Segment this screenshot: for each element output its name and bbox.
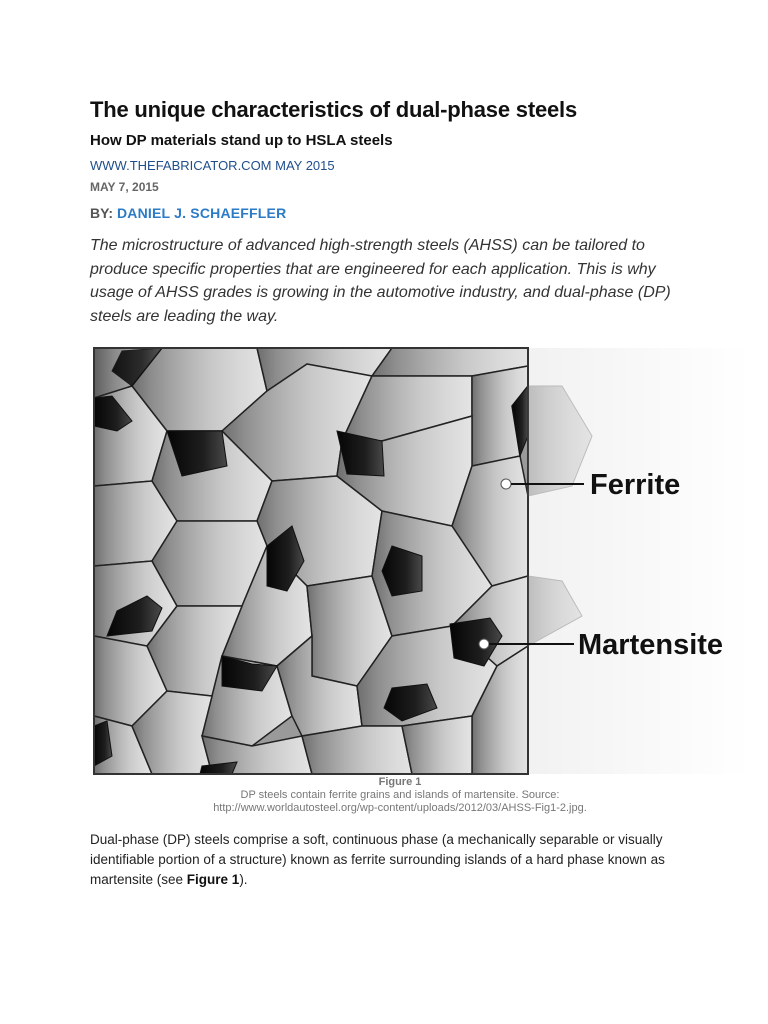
publish-date: MAY 7, 2015	[90, 180, 159, 194]
martensite-label: Martensite	[578, 629, 724, 661]
byline	[90, 204, 690, 222]
body-text-start: Dual-phase (DP) steels comprise a soft, continuous phase (a mechanically separable or visually identifiable portion of a structure) known as ferrite surrounding islands of a hard phase known as martensite (see	[90, 832, 665, 887]
by-label: BY:	[90, 205, 114, 221]
body-text-end: ).	[239, 872, 248, 887]
author-link[interactable]: DANIEL J. SCHAEFFLER	[116, 205, 287, 221]
article-header	[90, 96, 690, 328]
caption-source-link[interactable]: http://www.worldautosteel.org/wp-content/uploads/2012/03/AHSS-Fig1-2.jpg.	[213, 802, 587, 814]
microstructure-image	[92, 346, 750, 778]
caption-title: Figure 1	[378, 776, 422, 788]
caption-text: DP steels contain ferrite grains and islands of martensite. Source:	[240, 789, 560, 801]
lead-paragraph: The microstructure of advanced high-strength steels (AHSS) can be tailored to produce specific properties that are engineered for each application. This is why usage of AHSS grades is growing in the automotive industry, and dual-phase (DP) steels are leading the way.	[90, 237, 671, 325]
figure-reference: Figure 1	[186, 872, 240, 887]
microstructure-figure	[92, 346, 750, 778]
article-title: The unique characteristics of dual-phase steels	[90, 97, 577, 122]
figure-caption	[90, 776, 710, 815]
body-paragraph	[90, 830, 670, 890]
source-link[interactable]: WWW.THEFABRICATOR.COM MAY 2015	[90, 158, 335, 173]
martensite-marker	[479, 639, 489, 649]
article-subtitle: How DP materials stand up to HSLA steels	[90, 132, 393, 149]
ferrite-marker	[501, 479, 511, 489]
ferrite-label: Ferrite	[590, 469, 681, 501]
